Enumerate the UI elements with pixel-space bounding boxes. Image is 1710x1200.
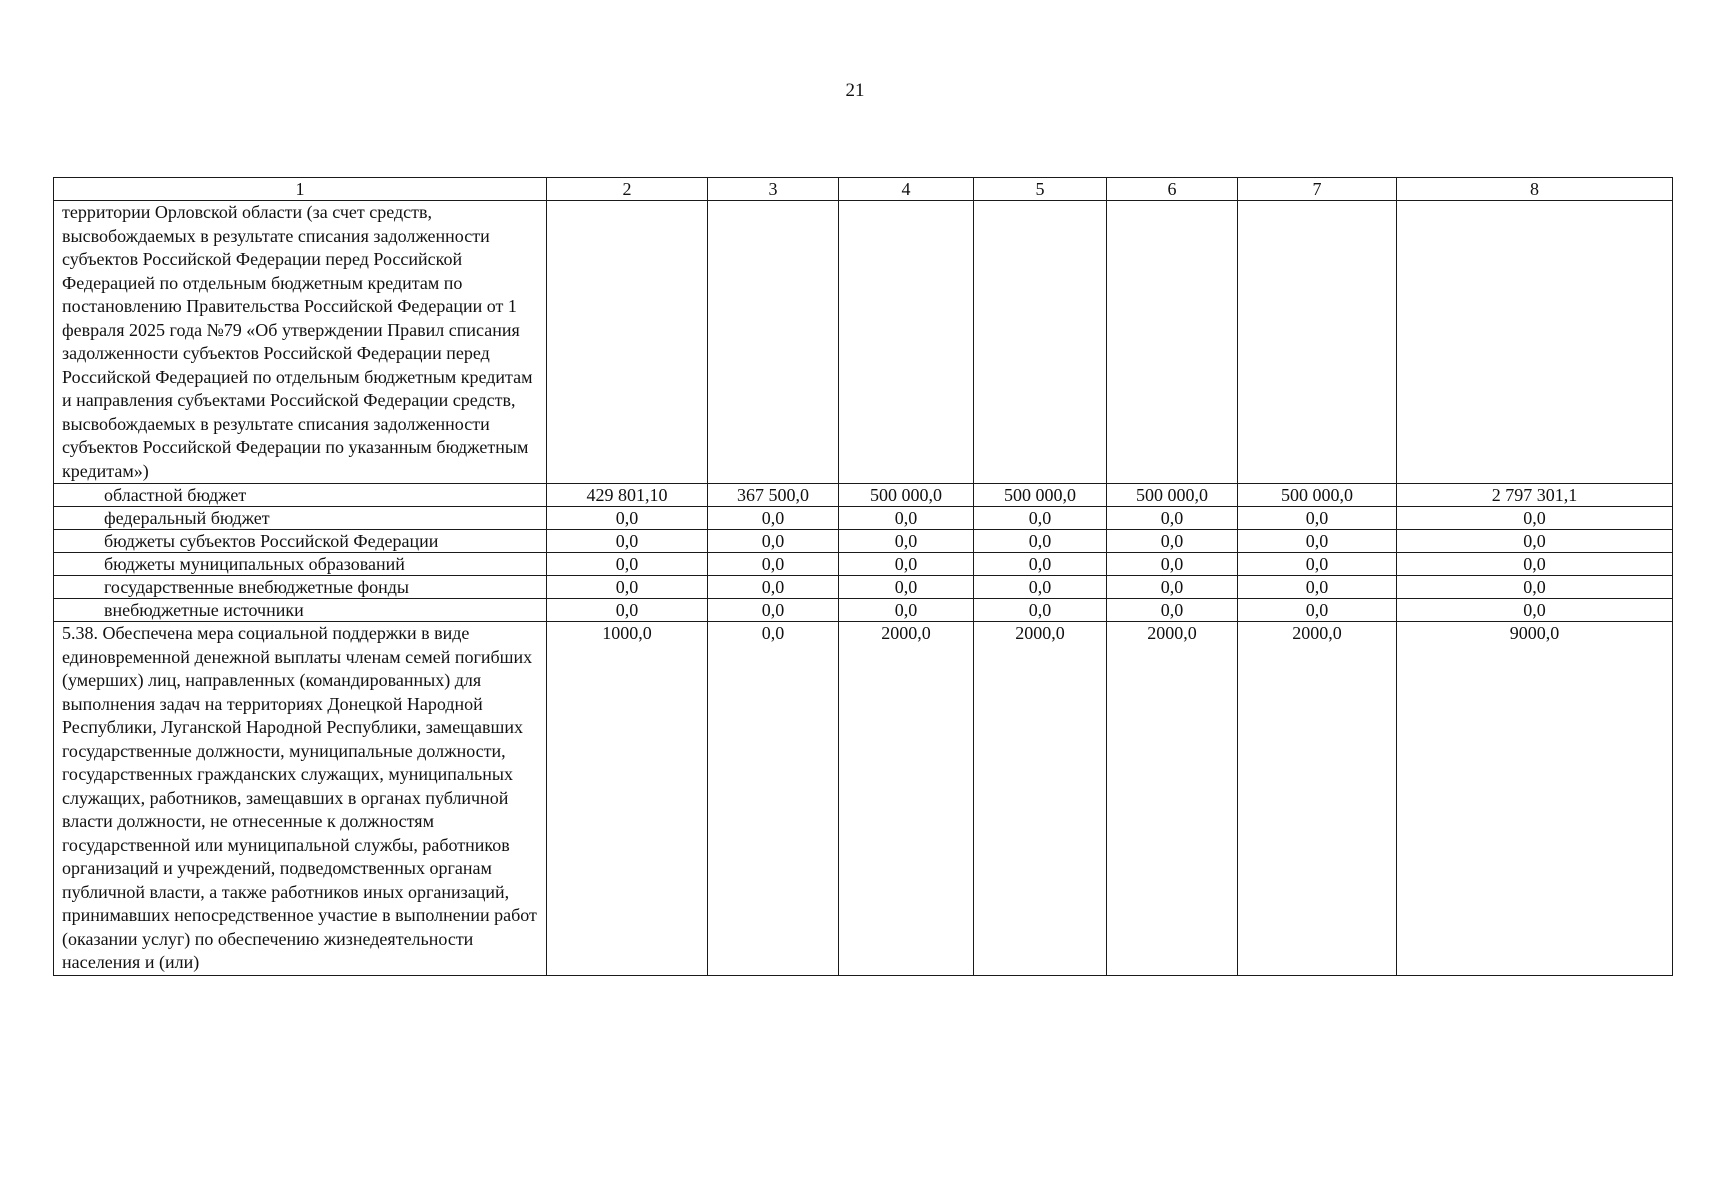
column-number: 1: [54, 178, 547, 201]
table-cell: 500 000,0: [1238, 484, 1397, 507]
table-cell: [974, 201, 1107, 484]
budget-table: [53, 177, 1673, 976]
table-cell: 0,0: [839, 507, 974, 530]
table-cell: 500 000,0: [974, 484, 1107, 507]
column-number: 8: [1397, 178, 1673, 201]
table-cell: 0,0: [1238, 599, 1397, 622]
table-row: [54, 201, 1673, 484]
table-cell: 2000,0: [1107, 622, 1238, 976]
table-cell: 0,0: [708, 599, 839, 622]
column-number: 7: [1238, 178, 1397, 201]
funding-source-label: бюджеты субъектов Российской Федерации: [54, 530, 547, 553]
table-cell: 0,0: [1107, 553, 1238, 576]
page-number: 21: [845, 80, 865, 101]
funding-source-row: [54, 599, 1673, 622]
table-cell: 0,0: [547, 553, 708, 576]
table-cell: 0,0: [1238, 507, 1397, 530]
table-cell: 0,0: [839, 576, 974, 599]
table-cell: 0,0: [1238, 576, 1397, 599]
table-cell-total: 0,0: [1397, 553, 1673, 576]
table-cell-total: 2 797 301,1: [1397, 484, 1673, 507]
table-cell: 367 500,0: [708, 484, 839, 507]
table-cell: [708, 201, 839, 484]
table-cell: [1238, 201, 1397, 484]
table-cell: 500 000,0: [1107, 484, 1238, 507]
table-cell: 2000,0: [974, 622, 1107, 976]
table-cell: 0,0: [974, 553, 1107, 576]
table-cell: [839, 201, 974, 484]
funding-source-row: [54, 553, 1673, 576]
table-cell: 0,0: [708, 622, 839, 976]
column-number: 5: [974, 178, 1107, 201]
table-cell: 2000,0: [1238, 622, 1397, 976]
table-cell: 500 000,0: [839, 484, 974, 507]
table-cell: 0,0: [839, 599, 974, 622]
table-cell: 0,0: [547, 507, 708, 530]
table-cell-total: 0,0: [1397, 599, 1673, 622]
table-cell: 0,0: [708, 507, 839, 530]
funding-source-label: внебюджетные источники: [54, 599, 547, 622]
table-cell-total: 9000,0: [1397, 622, 1673, 976]
column-number: 4: [839, 178, 974, 201]
funding-source-label: федеральный бюджет: [54, 507, 547, 530]
funding-source-row: [54, 576, 1673, 599]
funding-source-label: бюджеты муниципальных образований: [54, 553, 547, 576]
table-cell: 0,0: [974, 530, 1107, 553]
column-number: 3: [708, 178, 839, 201]
table-cell: 0,0: [1107, 576, 1238, 599]
table-cell: 0,0: [547, 599, 708, 622]
table-cell: 0,0: [708, 576, 839, 599]
table-cell-total: 0,0: [1397, 507, 1673, 530]
table-cell: 0,0: [547, 530, 708, 553]
table-cell: 0,0: [974, 599, 1107, 622]
table-cell: [1397, 201, 1673, 484]
column-number: 2: [547, 178, 708, 201]
table-cell: 2000,0: [839, 622, 974, 976]
table-cell-total: 0,0: [1397, 576, 1673, 599]
table-cell: 0,0: [839, 530, 974, 553]
table-cell: 0,0: [1107, 507, 1238, 530]
table-cell-total: 0,0: [1397, 530, 1673, 553]
measure-description: территории Орловской области (за счет средств, высвобождаемых в результате списания задолженности субъектов Российской Федерации перед Российской Федерацией по отдельным бюджетным кредитам по постановлению Правительства Российской Федерации от 1 февраля 2025 года №79 «Об утверждении Правил списания задолженности субъектов Российской Федерации перед Российской Федерацией по отдельным бюджетным кредитам и направления субъектами Российской Федерации средств, высвобождаемых в результате списания задолженности субъектов Российской Федерации по указанным бюджетным кредитам»): [54, 201, 547, 484]
table-cell: [1107, 201, 1238, 484]
funding-source-row: [54, 507, 1673, 530]
table-cell: 0,0: [708, 530, 839, 553]
table-cell: 0,0: [1107, 599, 1238, 622]
funding-source-label: государственные внебюджетные фонды: [54, 576, 547, 599]
table-cell: 0,0: [974, 576, 1107, 599]
funding-source-row: [54, 484, 1673, 507]
table-cell: 0,0: [839, 553, 974, 576]
table-cell: 0,0: [547, 576, 708, 599]
measure-description: 5.38. Обеспечена мера социальной поддержки в виде единовременной денежной выплаты членам семей погибших (умерших) лиц, направленных (командированных) для выполнения задач на территориях Донецкой Народной Республики, Луганской Народной Республики, замещавших государственные должности, муниципальные должности, государственных гражданских служащих, муниципальных служащих, работников, замещавших в органах публичной власти должности, не отнесенные к должностям государственной или муниципальной службы, работников организаций и учреждений, подведомственных органам публичной власти, а также работников иных организаций, принимавших непосредственное участие в выполнении работ (оказании услуг) по обеспечению жизнедеятельности населения и (или): [54, 622, 547, 976]
table-cell: 0,0: [1238, 530, 1397, 553]
column-number-row: [54, 178, 1673, 201]
table-cell: 0,0: [1238, 553, 1397, 576]
table-cell: 0,0: [708, 553, 839, 576]
table-cell: 429 801,10: [547, 484, 708, 507]
table-cell: 1000,0: [547, 622, 708, 976]
funding-source-row: [54, 530, 1673, 553]
table-cell: [547, 201, 708, 484]
funding-source-label: областной бюджет: [54, 484, 547, 507]
table-row: [54, 622, 1673, 976]
column-number: 6: [1107, 178, 1238, 201]
table-cell: 0,0: [974, 507, 1107, 530]
table-cell: 0,0: [1107, 530, 1238, 553]
